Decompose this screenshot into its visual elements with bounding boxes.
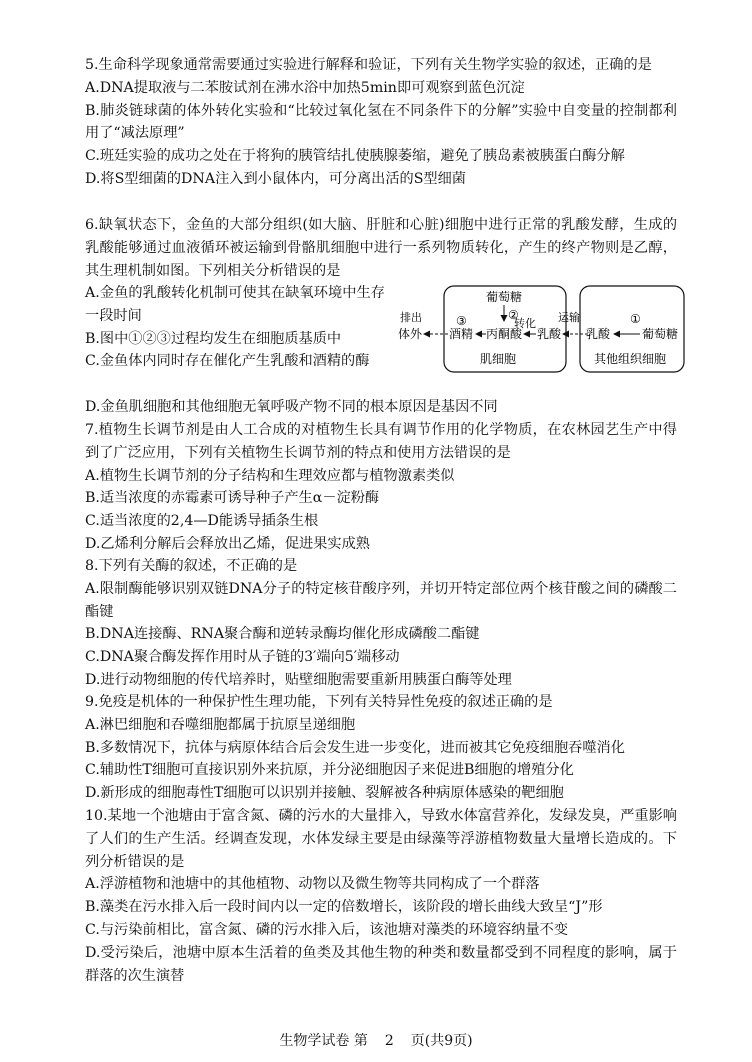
- question-6-option-d: D.金鱼肌细胞和其他细胞无氧呼吸产物不同的根本原因是基因不同: [85, 399, 498, 415]
- metabolism-diagram-svg: [398, 283, 686, 375]
- question-9-option-d: D.新形成的细胞毒性T细胞可以识别并接触、裂解被各种病原体感染的靶细胞: [85, 785, 564, 802]
- step-2-label: ②: [508, 308, 519, 322]
- lactate-muscle-label: 乳酸: [537, 327, 562, 341]
- lactate-other-label: 乳酸: [586, 327, 611, 341]
- page-footer: [0, 1030, 752, 1050]
- question-6-option-c: C.金鱼体内同时存在催化产生乳酸和酒精的酶: [85, 353, 370, 370]
- pyruvate-label: 丙酮酸: [486, 327, 523, 341]
- question-9-option-c: C.辅助性T细胞可直接识别外来抗原，并分泌细胞因子来促进B细胞的增殖分化: [85, 762, 574, 779]
- question-6-option-d-row: [85, 396, 677, 419]
- question-6-stem: 6.缺氧状态下，金鱼的大部分组织(如大脑、肝脏和心脏)细胞中进行正常的乳酸发酵，生成的乳酸能够通过血液循环被运输到骨骼肌细胞中进行一系列物质转化，产生的终产物则是乙醇，其生理机制如图。下列相关分析错误的是: [85, 217, 678, 279]
- question-6-option-a: A.金鱼的乳酸转化机制可使其在缺氧环境中生存一段时间: [85, 285, 385, 324]
- question-6-option-b: B.图中①②③过程均发生在细胞质基质中: [85, 330, 342, 347]
- question-8-stem: 8.下列有关酶的叙述，不正确的是: [85, 558, 298, 574]
- question-8: [85, 555, 677, 692]
- transport-label: 运输: [558, 311, 580, 324]
- excrete-label: 排出: [400, 311, 422, 324]
- question-5-option-b: B.肺炎链球菌的体外转化实验和“比较过氧化氢在不同条件下的分解”实验中自变量的控制都利用了“减法原理”: [85, 102, 677, 142]
- question-5: [85, 54, 677, 191]
- step-1-label: ①: [630, 312, 641, 326]
- metabolism-diagram: [398, 283, 686, 375]
- question-9: [85, 691, 677, 805]
- question-10-option-b: B.藻类在污水排入后一段时间内以一定的倍数增长，该阶段的增长曲线大致呈“J”形: [85, 899, 603, 916]
- question-9-option-a: A.淋巴细胞和吞噬细胞都属于抗原呈递细胞: [85, 716, 356, 733]
- question-9-option-b: B.多数情况下，抗体与病原体结合后会发生进一步变化，进而被其它免疫细胞吞噬消化: [85, 739, 625, 756]
- footer-total: 页(共9页): [410, 1033, 473, 1049]
- question-5-stem: 5.生命科学现象通常需要通过实验进行解释和验证，下列有关生物学实验的叙述，正确的是: [85, 57, 652, 73]
- question-7-option-b: B.适当浓度的赤霉素可诱导种子产生α－淀粉酶: [85, 490, 380, 507]
- glucose-other-label: 葡萄糖: [642, 327, 679, 341]
- question-10-option-a: A.浮游植物和池塘中的其他植物、动物以及微生物等共同构成了一个群落: [85, 876, 540, 893]
- question-8-option-c: C.DNA聚合酶发挥作用时从子链的3′端向5′端移动: [85, 649, 400, 666]
- question-7-option-d: D.乙烯利分解后会释放出乙烯，促进果实成熟: [85, 535, 370, 552]
- glucose-top-label: 葡萄糖: [486, 290, 523, 304]
- question-5-option-a: A.DNA提取液与二苯胺试剂在沸水浴中加热5min即可观察到蓝色沉淀: [85, 79, 525, 96]
- question-7-stem: 7.植物生长调节剂是由人工合成的对植物生长具有调节作用的化学物质，在农林园艺生产中得到了广泛应用，下列有关植物生长调节剂的特点和使用方法错误的是: [85, 422, 677, 461]
- step-3-label: ③: [456, 314, 467, 328]
- question-10-stem: 10.某地一个池塘由于富含氮、磷的污水的大量排入，导致水体富营养化，发绿发臭，严重影响了人们的生产生活。经调查发现，水体发绿主要是由绿藻等浮游植物数量大量增长造成的。下列分析错误的是: [85, 808, 677, 870]
- question-8-option-a: A.限制酶能够识别双链DNA分子的特定核苷酸序列，并切开特定部位两个核苷酸之间的磷酸二酯键: [85, 580, 677, 620]
- question-10-option-d: D.受污染后，池塘中原本生活着的鱼类及其他生物的种类和数量都受到不同程度的影响，属于群落的次生演替: [85, 944, 677, 984]
- question-6-options-narrow: [85, 282, 385, 373]
- question-6: [85, 214, 677, 282]
- footer-page-number: 2: [384, 1033, 394, 1049]
- question-9-stem: 9.免疫是机体的一种保护性生理功能，下列有关特异性免疫的叙述正确的是: [85, 694, 553, 710]
- question-10-option-c: C.与污染前相比，富含氮、磷的污水排入后，该池塘对藻类的环境容纳量不变: [85, 921, 569, 938]
- question-5-option-c: C.班廷实验的成功之处在于将狗的胰管结扎使胰腺萎缩，避免了胰岛素被胰蛋白酶分解: [85, 148, 625, 165]
- question-7-option-c: C.适当浓度的2,4—D能诱导插条生根: [85, 513, 319, 530]
- other-cells-label: 其他组织细胞: [594, 352, 667, 366]
- question-10: [85, 805, 677, 987]
- alcohol-label: 酒精: [449, 327, 474, 341]
- question-8-option-b: B.DNA连接酶、RNA聚合酶和逆转录酶均催化形成磷酸二酯键: [85, 626, 480, 643]
- convert-label: 转化: [514, 317, 536, 330]
- question-8-option-d: D.进行动物细胞的传代培养时，贴壁细胞需要重新用胰蛋白酶等处理: [85, 671, 512, 688]
- footer-subject: 生物学试卷 第: [279, 1033, 368, 1049]
- muscle-cell-label: 肌细胞: [480, 352, 517, 366]
- question-5-option-d: D.将S型细菌的DNA注入到小鼠体内，可分离出活的S型细菌: [85, 170, 466, 187]
- question-7-option-a: A.植物生长调节剂的分子结构和生理效应都与植物激素类似: [85, 467, 455, 484]
- question-7: [85, 419, 677, 556]
- outside-label: 体外: [398, 327, 423, 341]
